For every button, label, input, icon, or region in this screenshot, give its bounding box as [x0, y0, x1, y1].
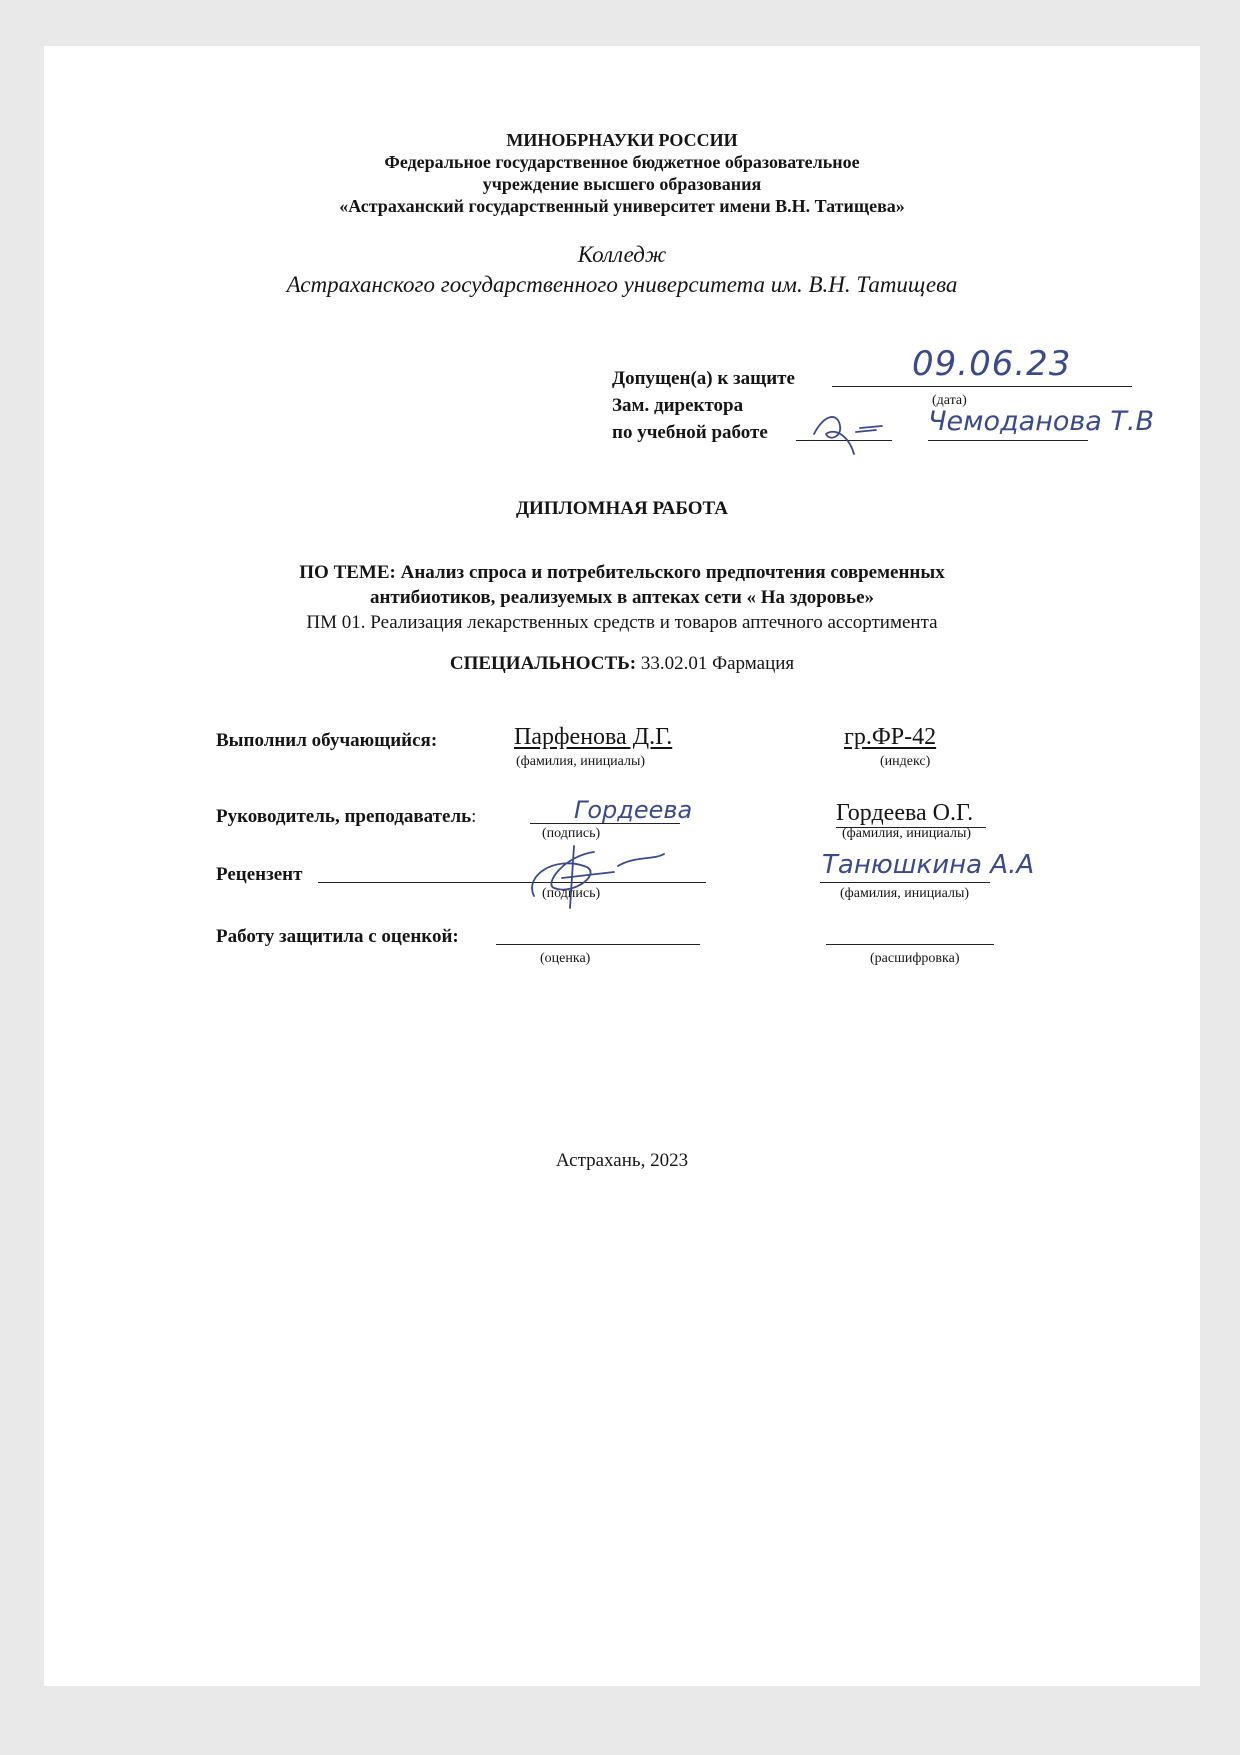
- deputy-signature-scribble: [804, 404, 894, 456]
- student-label: Выполнил обучающийся:: [216, 730, 438, 751]
- date-line: [832, 386, 1132, 387]
- supervisor-name-caption: (фамилия, инициалы): [842, 826, 972, 841]
- supervisor-name: Гордеева О.Г.: [836, 800, 974, 826]
- date-caption: (дата): [932, 393, 967, 408]
- specialty-line: [44, 653, 1200, 675]
- reviewer-signature-caption: (подпись): [542, 886, 601, 901]
- institution-line-2: учреждение высшего образования: [482, 174, 762, 194]
- deputy-label-line-2: по учебной работе: [612, 422, 768, 443]
- defense-label: Работу защитила с оценкой:: [216, 926, 459, 947]
- deputy-name-handwritten: Чемоданова Т.В: [928, 406, 1155, 437]
- specialty-value: 33.02.01 Фармация: [636, 653, 795, 674]
- student-name-caption: (фамилия, инициалы): [516, 754, 646, 769]
- document-page: [44, 46, 1200, 1686]
- grade-caption: (оценка): [540, 951, 591, 966]
- reviewer-signature-scribble: [514, 836, 674, 916]
- reviewer-label: Рецензент: [216, 864, 303, 885]
- college-line-1: Колледж: [577, 242, 667, 267]
- student-group: гр.ФР-42: [844, 724, 937, 750]
- reviewer-name-line: [820, 882, 990, 883]
- university-name: «Астраханский государственный университет имени В.Н. Татищева»: [339, 196, 905, 216]
- deputy-name-line: [928, 440, 1088, 441]
- reviewer-name-caption: (фамилия, инициалы): [840, 886, 970, 901]
- college-line-2: Астраханского государственного университета им. В.Н. Татищева: [286, 272, 958, 297]
- handwritten-date: 09.06.23: [912, 344, 1072, 384]
- module-line: ПМ 01. Реализация лекарственных средств и товаров аптечного ассортимента: [306, 612, 938, 633]
- supervisor-signature-handwritten: Гордеева: [574, 796, 693, 824]
- admitted-label: Допущен(а) к защите: [612, 368, 795, 389]
- deputy-label-line-1: Зам. директора: [612, 395, 744, 416]
- work-type-title: ДИПЛОМНАЯ РАБОТА: [515, 498, 729, 519]
- decode-line: [826, 944, 994, 945]
- supervisor-signature-caption: (подпись): [542, 826, 601, 841]
- student-name: Парфенова Д.Г.: [514, 724, 673, 750]
- grade-line: [496, 944, 700, 945]
- institution-line-1: Федеральное государственное бюджетное образовательное: [384, 152, 860, 172]
- decode-caption: (расшифровка): [870, 951, 960, 966]
- supervisor-label: Руководитель, преподаватель:: [216, 806, 477, 827]
- reviewer-name-handwritten: Танюшкина А.А: [822, 850, 1035, 880]
- topic-line-2: антибиотиков, реализуемых в аптеках сети « На здоровье»: [369, 587, 875, 608]
- specialty-label: СПЕЦИАЛЬНОСТЬ:: [449, 653, 637, 674]
- topic-line-1: ПО ТЕМЕ: Анализ спроса и потребительского предпочтения современных: [299, 562, 945, 583]
- city-year: Астрахань, 2023: [555, 1150, 689, 1171]
- student-group-caption: (индекс): [880, 754, 931, 769]
- ministry-title: МИНОБРНАУКИ РОССИИ: [506, 130, 738, 150]
